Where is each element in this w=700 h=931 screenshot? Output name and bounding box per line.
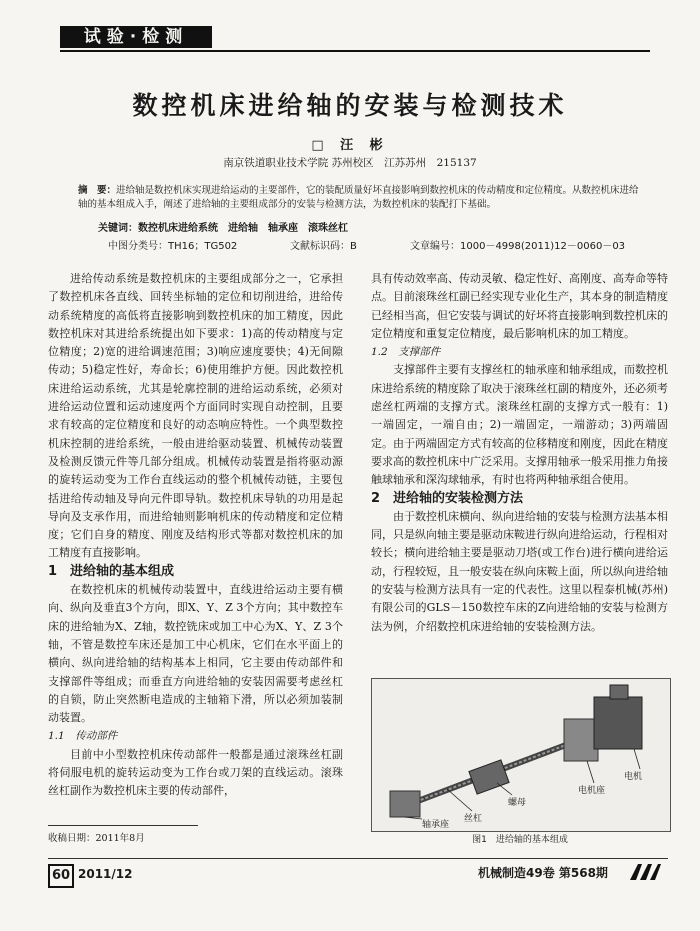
nut-shape: [469, 760, 509, 794]
heading-2: 2 进给轴的安装检测方法: [371, 490, 524, 506]
intro-paragraph: 进给传动系统是数控机床的主要组成部分之一，它承担了数控机床各直线、回转坐标轴的定位和切削进给，进给传动系统精度的高低将直接影响到数控机床的加工精度，因此数控机床对其进给系统提出如下要求：1)高的传动精度与定位精度；2)宽的进给调速范围；3)响应速度要快；4)无间隙传动；5)稳定性好，寿命长；6)使用维护方便。因此数控机床进给运动系统，尤其是轮廓控制的进给运动系统，必须对进给运动位置和运动速度两个方面同时实现自动控制，且要求有较高的定位精度和良好的动态响应特性。一个典型数控机床控制的进给系统，一般由进给驱动装置、机械传动装置及检测反馈元件等几部分组成。机械传动装置是指将驱动源的旋转运动变为工作台直线运动的整个机械传动链，主要包括进给传动轴及导向元件即导轨。数控机床导轨的功用是起导向及支承作用，而进给轴则影响机床的传动精度和定位精度；它们自身的精度、刚度及结构形式等都对数控机床的加工精度有直接影响。: [48, 272, 343, 560]
page-number: 60: [48, 864, 74, 888]
heading-1-2: 1.2 支撑部件: [371, 346, 441, 359]
footer-rule: [48, 858, 668, 859]
label-screw: 丝杠: [464, 814, 483, 824]
label-motor: 电机: [624, 772, 643, 782]
section-tag: 试验·检测: [60, 26, 212, 48]
document-code: 文献标识码：B: [290, 241, 357, 252]
author-affiliation: 南京铁道职业技术学院 苏州校区 江苏苏州 215137: [223, 157, 477, 169]
journal-info: 机械制造49卷 第568期: [478, 866, 608, 880]
heading-1: 1 进给轴的基本组成: [48, 563, 175, 579]
label-motor-seat: 电机座: [578, 786, 606, 796]
motor-seat-shape: [564, 719, 598, 761]
received-date: 收稿日期：2011年8月: [48, 833, 145, 844]
figure-1: [371, 678, 671, 832]
journal-logo-icon: [628, 860, 662, 882]
right-column: [371, 270, 668, 636]
paragraph-1: 在数控机床的机械传动装置中，直线进给运动主要有横向、纵向及垂直3个方向，即X、Y、Z 3个方向；其中数控车床的进给轴为X、Z轴，数控铣床或加工中心为X、Y、Z 3个轴，不管是数控车床还是加工中心机床，它们在水平面上的横向、纵向进给轴的结构基本上相同，它主要由传动部件和支撑部件等组成；而垂直方向进给轴的安装因需要考虑丝杠的自锁，防止突然断电造成的主轴箱下滑，所以必须加装制动装置。: [48, 583, 343, 725]
paragraph-2: 目前中小型数控机床传动部件一般都是通过滚珠丝杠副将伺服电机的旋转运动变为工作台或刀架的直线运动。滚珠丝杠副作为数控机床主要的传动部件，: [48, 747, 343, 798]
article-author: □ 汪 彬: [311, 138, 389, 153]
abstract-text: 进给轴是数控机床实现进给运动的主要部件，它的装配质量好坏直接影响到数控机床的传动精度和定位精度。从数控机床进给轴的基本组成入手，阐述了进给轴的主要组成部分的安装与检测方法，为数控机床的装配打下基础。: [78, 185, 639, 210]
article-number: 文章编号：1000－4998(2011)12－0060－03: [410, 241, 626, 252]
motor-shape: [594, 697, 642, 749]
keywords: 关键词：数控机床进给系统 进给轴 轴承座 滚珠丝杠: [98, 223, 348, 234]
heading-1-1: 1.1 传动部件: [48, 730, 118, 743]
figure-caption: 图1 进给轴的基本组成: [472, 835, 568, 845]
feed-axis-illustration: [372, 679, 670, 831]
label-nut: 螺母: [508, 798, 527, 808]
header-rule: [60, 50, 650, 52]
paragraph-5: 由于数控机床横向、纵向进给轴的安装与检测方法基本相同，只是纵向轴主要是驱动床鞍进行纵向进给运动，行程相对较长；横向进给轴主要是驱动刀塔(或工作台)进行横向进给运动，行程较短，且一般安装在纵向床鞍上面，所以纵向进给轴的安装与检测方法具有一定的代表性。这里以程泰机械(苏州)有限公司的GLS－150数控车床的Z向进给轴的安装与检测方法为例，介绍数控机床进给轴的安装检测方法。: [371, 509, 668, 633]
label-bearing-seat: 轴承座: [422, 820, 450, 830]
abstract-label: 摘 要：: [78, 185, 117, 196]
paragraph-4: 支撑部件主要有支撑丝杠的轴承座和轴承组成，而数控机床进给系统的精度除了取决于滚珠丝杠副的精度外，还必须考虑丝杠两端的支撑方式。滚珠丝杠副的支撑方式一般有：1)一端固定，一端自由；2)一端固定，一端游动；3)两端固定。由于两端固定方式有较高的位移精度和刚度，因此在精度要求高的数控机床中广泛采用。支撑用轴承一般采用推力角接触球轴承和深沟球轴承，有时也将两种轴承组合使用。: [371, 363, 668, 487]
issue-date: 2011/12: [78, 867, 133, 881]
bearing-seat-shape: [390, 791, 420, 817]
footnote-rule: [48, 825, 198, 826]
abstract: [78, 184, 648, 212]
clc-number: 中图分类号：TH16；TG502: [108, 241, 238, 252]
paragraph-3: 具有传动效率高、传动灵敏、稳定性好、高刚度、高寿命等特点。目前滚珠丝杠副已经实现专业化生产，其本身的制造精度已经相当高，但它安装与调试的好坏将直接影响到数控机床的定位精度和重复定位精度，最后影响机床的加工精度。: [371, 272, 668, 340]
article-title: 数控机床进给轴的安装与检测技术: [132, 91, 568, 120]
left-column: [48, 270, 343, 801]
